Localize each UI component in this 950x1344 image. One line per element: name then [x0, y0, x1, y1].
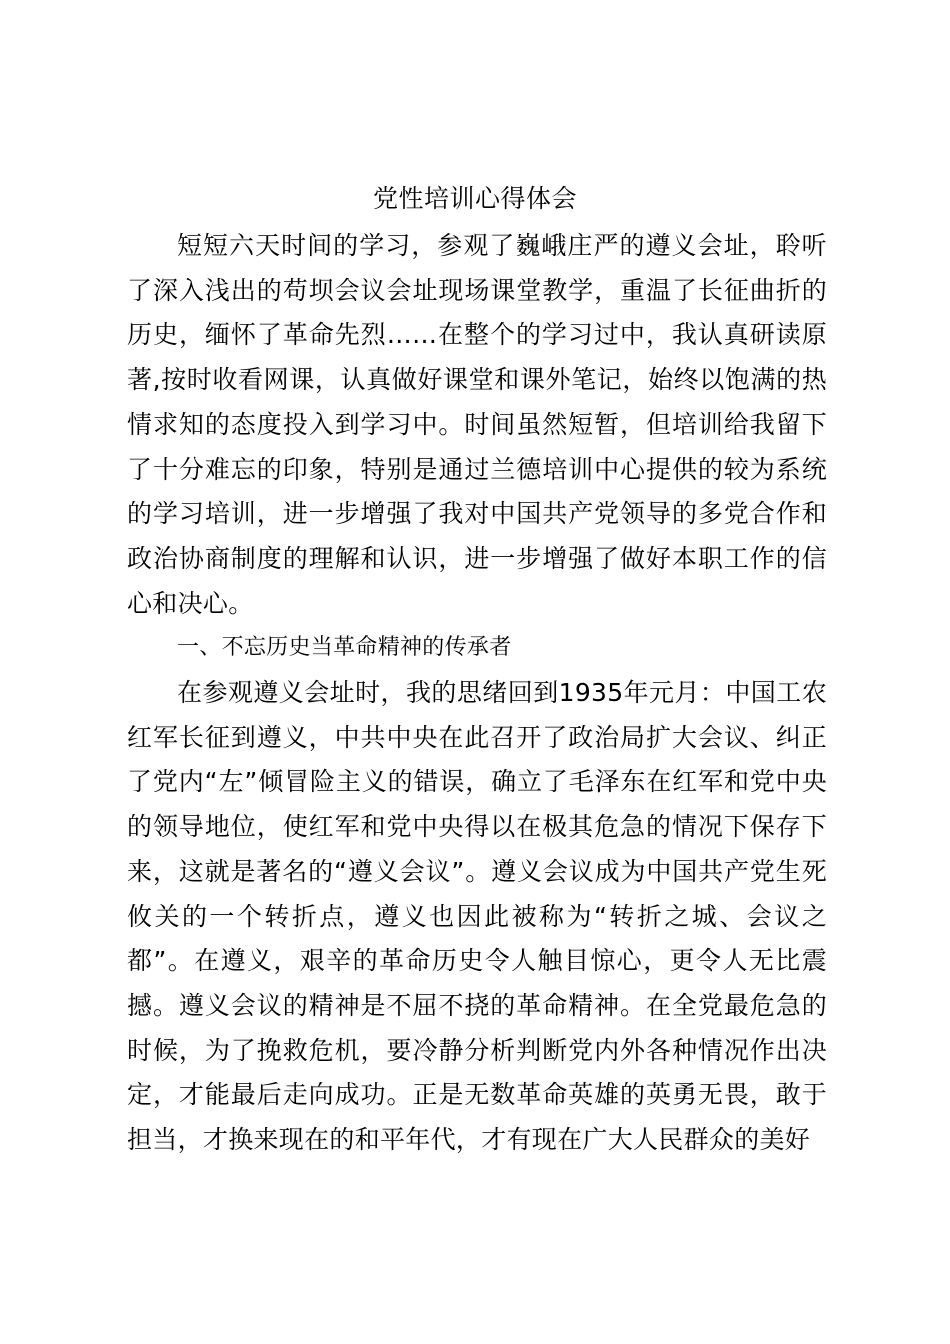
section-heading: 一、不忘历史当革命精神的传承者: [177, 635, 512, 661]
section-paragraph: 在参观遵义会址时，我的思绪回到1935年元月：中国工农红军长征到遵义，中共中央在此召开了政治局扩大会议、纠正了党内“左”倾冒险主义的错误，确立了毛泽东在红军和党中央的领导地位，使红军和党中央得以在极其危急的情况下保存下来，这就是著名的“遵义会议”。遵义会议成为中国共产党生死攸关的一个转折点，遵义也因此被称为“转折之城、会议之都”。在遵义，艰辛的革命历史令人触目惊心，更令人无比震撼。遵义会议的精神是不屈不挠的革命精神。在全党最危急的时候，为了挽救危机，要冷静分析判断党内外各种情况作出决定，才能最后走向成功。正是无数革命英雄的英勇无畏，敢于担当，才换来现在的和平年代，才有现在广大人民群众的美好: [127, 678, 827, 1155]
document-title: 党性培训心得体会: [372, 184, 577, 213]
intro-paragraph: 短短六天时间的学习，参观了巍峨庄严的遵义会址，聆听了深入浅出的苟坝会议会址现场课堂教学，重温了长征曲折的历史，缅怀了革命先烈……在整个的学习过中，我认真研读原著,按时收看网课，认真做好课堂和课外笔记，始终以饱满的热情求知的态度投入到学习中。时间虽然短暂，但培训给我留下了十分难忘的印象，特别是通过兰德培训中心提供的较为系统的学习培训，进一步增强了我对中国共产党领导的多党合作和政治协商制度的理解和认识，进一步增强了做好本职工作的信心和决心。: [127, 231, 827, 618]
document-body: [127, 224, 827, 1163]
